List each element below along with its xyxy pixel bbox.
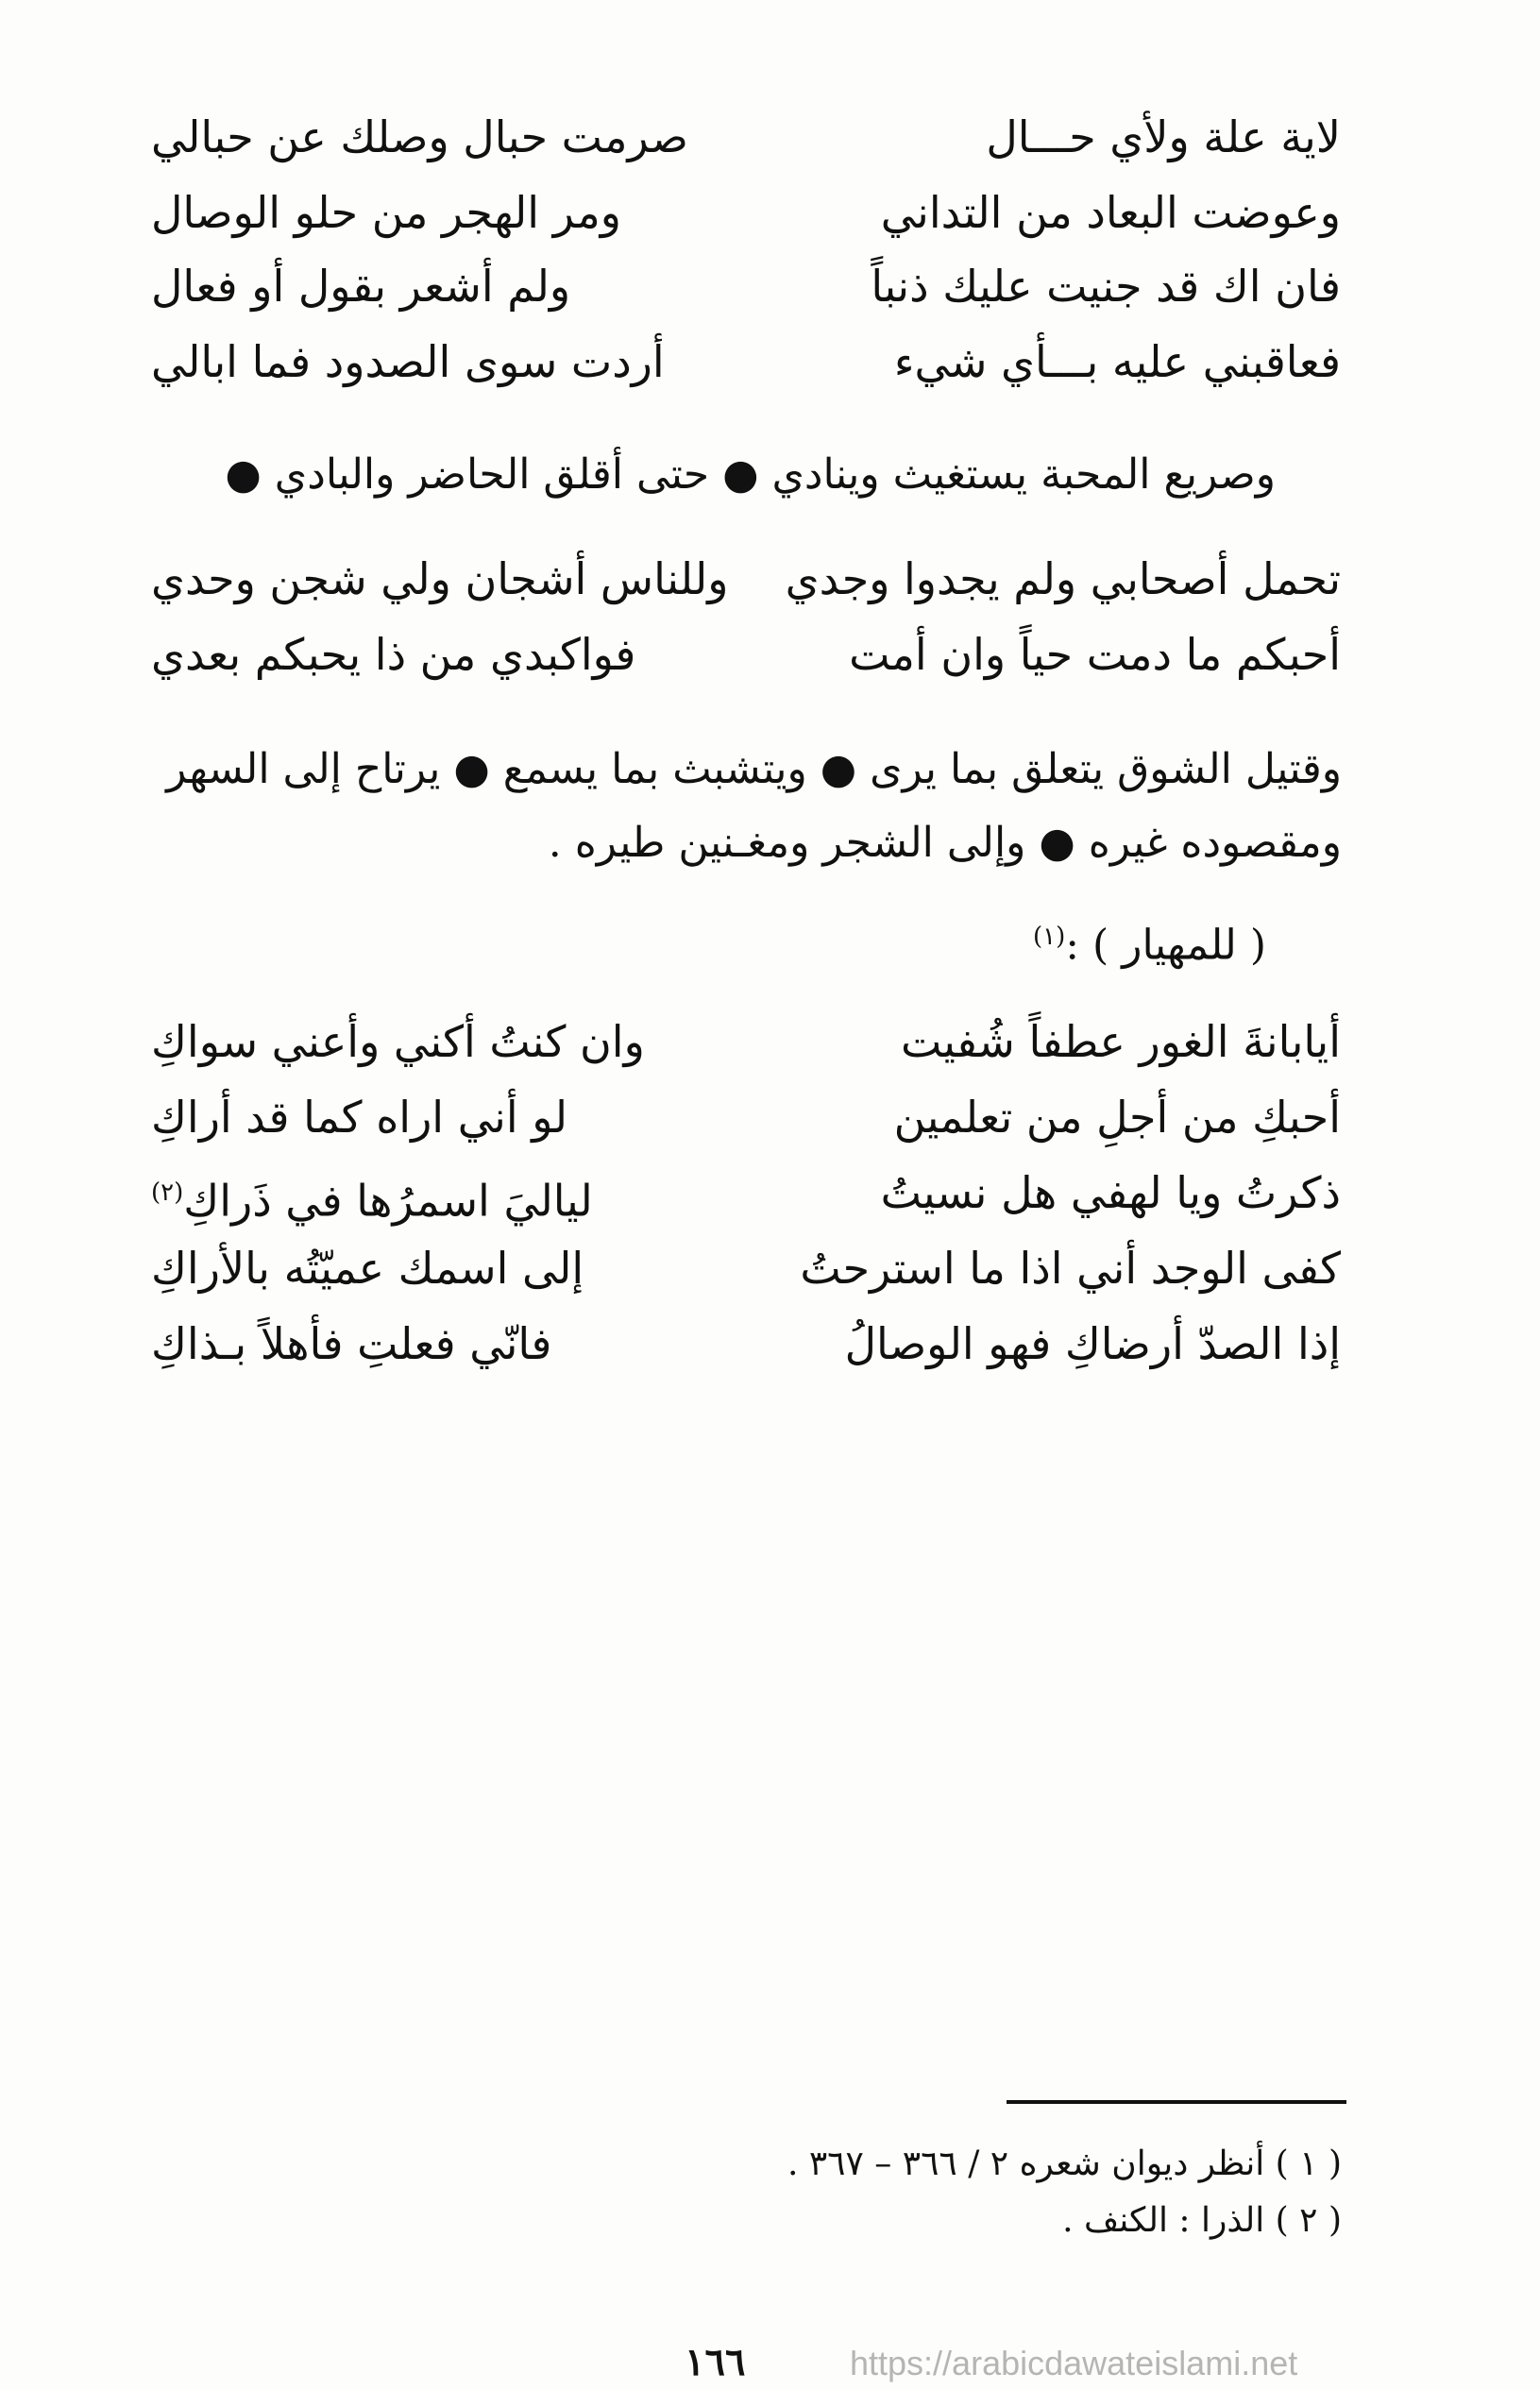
verse-second-hemistich: لو أني اراه كما قد أراكِ bbox=[151, 1092, 568, 1143]
footnote: ( ٢ ) الذرا : الكنف . bbox=[1062, 2201, 1342, 2240]
verse-first-hemistich: فان اك قد جنيت عليك ذنباً bbox=[871, 261, 1341, 312]
verse-first-hemistich: أحبكم ما دمت حياً وان أمت bbox=[849, 629, 1341, 680]
verse-line bbox=[151, 244, 1341, 329]
prose-line: وقتيل الشوق يتعلق بما يرى ● ويتشبث بما يسمع ● يرتاح إلى السهر bbox=[166, 745, 1342, 793]
verse-first-hemistich: أيابانةَ الغور عطفاً شُفيت bbox=[900, 1016, 1341, 1067]
footnote-reference: (٢) bbox=[151, 1178, 184, 1207]
verse-second-hemistich: فانّي فعلتِ فأهلاً بـذاكِ bbox=[151, 1318, 552, 1369]
footnote-reference: (١) bbox=[1032, 923, 1066, 951]
verse-line bbox=[151, 1075, 1341, 1160]
verse-line bbox=[151, 1226, 1341, 1311]
verse-line bbox=[151, 170, 1341, 255]
verse-second-hemistich: ولم أشعر بقول أو فعال bbox=[151, 261, 571, 312]
verse-second-hemistich: ومر الهجر من حلو الوصال bbox=[151, 187, 621, 238]
page-number: ١٦٦ bbox=[685, 2340, 746, 2384]
verse-line bbox=[151, 999, 1341, 1084]
verse-first-hemistich: ذكرتُ ويا لهفي هل نسيتُ bbox=[880, 1167, 1341, 1218]
verse-first-hemistich: لاية علة ولأي حـــال bbox=[986, 111, 1341, 162]
verse-second-hemistich: وللناس أشجان ولي شجن وحدي bbox=[151, 553, 729, 604]
verse-line bbox=[151, 94, 1341, 179]
verse-second-hemistich: صرمت حبال وصلك عن حبالي bbox=[151, 111, 688, 162]
verse-line bbox=[151, 1150, 1341, 1235]
verse-first-hemistich: تحمل أصحابي ولم يجدوا وجدي bbox=[785, 553, 1341, 604]
verse-line bbox=[151, 612, 1341, 697]
footnote-divider bbox=[1007, 2100, 1346, 2104]
poet-attribution bbox=[1033, 899, 1266, 984]
verse-line bbox=[151, 536, 1341, 621]
verse-first-hemistich: وعوضت البعاد من التداني bbox=[880, 187, 1341, 238]
prose-line: وصريع المحبة يستغيث وينادي ● حتى أقلق الحاضر والبادي ● bbox=[225, 450, 1276, 499]
attribution-text: ( للمهيار ) : bbox=[1065, 921, 1266, 970]
watermark-url: https://arabicdawateislami.net bbox=[850, 2344, 1298, 2382]
verse-first-hemistich: كفى الوجد أني اذا ما استرحتُ bbox=[800, 1243, 1341, 1294]
verse-second-hemistich: أردت سوى الصدود فما ابالي bbox=[151, 336, 665, 387]
verse-line bbox=[151, 1301, 1341, 1386]
verse-second-hemistich: إلى اسمك عميّتُه بالأراكِ bbox=[151, 1243, 584, 1294]
verse-first-hemistich: إذا الصدّ أرضاكِ فهو الوصالُ bbox=[844, 1318, 1341, 1369]
prose-line: ومقصوده غيره ● وإلى الشجر ومغـنين طيره . bbox=[548, 819, 1342, 867]
verse-second-hemistich: وان كنتُ أكني وأعني سواكِ bbox=[151, 1016, 645, 1067]
hemistich-text: لياليَ اسمرُها في ذَراكِ bbox=[183, 1175, 593, 1227]
verse-first-hemistich: فعاقبني عليه بـــأي شيء bbox=[893, 336, 1341, 387]
footnote: ( ١ ) أنظر ديوان شعره ٢ / ٣٦٦ – ٣٦٧ . bbox=[787, 2144, 1342, 2183]
verse-second-hemistich: فواكبدي من ذا يحبكم بعدي bbox=[151, 629, 636, 680]
verse-line bbox=[151, 319, 1341, 404]
verse-first-hemistich: أحبكِ من أجلِ من تعلمين bbox=[893, 1092, 1341, 1143]
